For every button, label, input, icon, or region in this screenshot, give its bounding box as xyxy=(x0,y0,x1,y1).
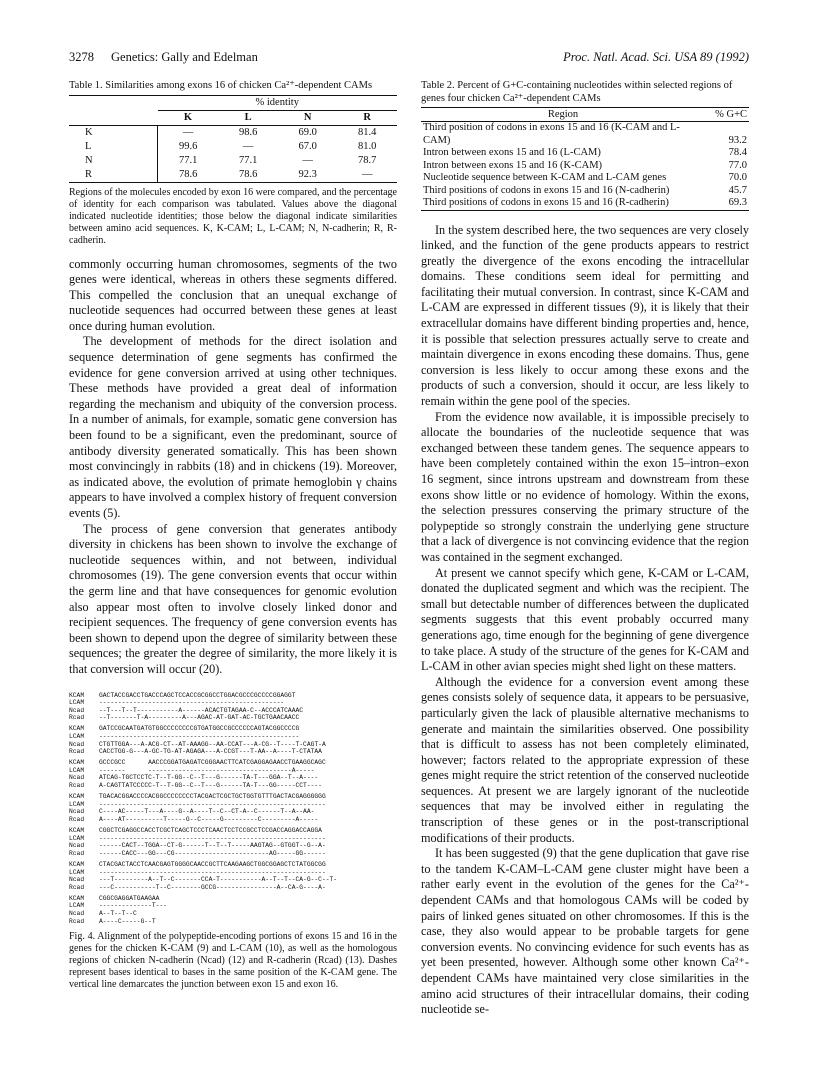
sequence-label: Rcad xyxy=(69,748,85,756)
alignment-row xyxy=(69,835,397,843)
alignment-row xyxy=(69,876,397,884)
paragraph: From the evidence now available, it is impossible precisely to allocate the boundaries of the nucleotide sequence that was exchanged between these tandem genes. The sequence appears to have been completely contained within the exon 15–intron–exon 16 segment, since introns upstream and downstream from these exons show little or no evidence of homology. Within the exons, the selection pressures conserving the primary structure of the polypeptide so strongly constrain the underlying gene structure that a lack of divergence is not convincing evidence that the region was contained in the segment exchanged. xyxy=(421,409,749,564)
alignment-row xyxy=(69,902,397,910)
sequence-text: ------------------------------------------------------------ xyxy=(99,800,326,808)
alignment-row xyxy=(69,741,397,749)
alignment-block xyxy=(69,759,397,789)
table-row: K — 98.6 69.0 81.4 xyxy=(85,127,377,138)
sequence-label: KCAM xyxy=(69,759,85,767)
sequence-label: LCAM xyxy=(69,800,85,808)
running-header xyxy=(69,50,749,66)
table-row: L 99.6 — 67.0 81.0 xyxy=(85,141,377,152)
table-row: Intron between exons 15 and 16 (L-CAM) 78.4 xyxy=(423,147,747,158)
sequence-text: ------------------------------------------------------------ xyxy=(99,834,326,842)
alignment-block xyxy=(69,725,397,755)
sequence-label: Rcad xyxy=(69,782,85,790)
table1-col-header: N xyxy=(303,112,312,123)
right-body-text xyxy=(421,223,749,1018)
table-row: N 77.1 77.1 — 78.7 xyxy=(85,155,377,166)
table1 xyxy=(69,95,397,183)
page-number: 3278 xyxy=(69,50,94,64)
table-row: Nucleotide sequence between K-CAM and L-CAM genes 70.0 xyxy=(423,172,747,183)
paragraph: In the system described here, the two sequences are very closely linked, and the function of the gene products appears to restrict greatly the divergence of the exons encoding the intracellular domains. These conditions seem ideal for permitting and facilitating their mutual conversion. In contrast, since K-CAM and L-CAM are expressed in different tissues (9), it is likely that their extracellular domains have different binding properties and, hence, it is possible that selection pressures actually serve to create and maintain divergence in exons encoding these domains. Thus, gene conversion is less likely to occur among these exons and the products of such a conversion, should it occur, are less likely to remain within the gene pool of the species. xyxy=(421,222,749,409)
alignment-row xyxy=(69,748,397,756)
alignment-row xyxy=(69,699,397,707)
alignment-row xyxy=(69,782,397,790)
table-row: Third positions of codons in exons 15 and 16 (R-cadherin) 69.3 xyxy=(423,197,747,208)
sequence-label: LCAM xyxy=(69,902,85,910)
figure4-caption: Fig. 4. Alignment of the polypeptide-encoding portions of exons 15 and 16 in the genes for the chicken K-CAM (9) and L-CAM (10), as well as the homologous regions of chicken N-cadherin (Ncad) (12) and R-cadherin (Rcad) (13). Dashes represent bases identical to bases in the same position of the K-CAM gene. The vertical line demarcates the junction between exon 15 and exon 16. xyxy=(69,931,397,991)
paragraph: The process of gene conversion that generates antibody diversity in chickens has been shown to involve the exchange of nucleotide sequences within, and not between, individual chromosomes (19). The gene conversion events that occur within the germ line and that have consequences for genomic evolution also appear most often to involve closely linked donor and recipient sequences. The frequency of gene conversion events has been shown to depend upon the degree of similarity between these sequences; the greater the degree of similarity, the more likely it is that conversion will occur (20). xyxy=(69,521,397,676)
sequence-text: ---C-----------T--C--------GCCG----------------A--CA-G----A- xyxy=(99,883,326,891)
alignment-row xyxy=(69,816,397,824)
sequence-text: A-CAGTTATCCCCC-T--T-GG--C--T---G------TA-T---GG-----CCT---- xyxy=(99,782,322,790)
alignment-row xyxy=(69,884,397,892)
alignment-block xyxy=(69,895,397,925)
sequence-label: LCAM xyxy=(69,699,85,707)
running-title: Genetics: Gally and Edelman xyxy=(111,50,258,64)
sequence-text: CGGCTCGAGGCCACCTCGCTCAGCTCCCTCAACTCCTCCGCCTCCGACCAGGACCAGGA xyxy=(99,827,322,835)
alignment-row xyxy=(69,733,397,741)
sequence-label: LCAM xyxy=(69,834,85,842)
sequence-label: Ncad xyxy=(69,740,85,748)
sequence-text: ----------------------------------------------------- xyxy=(99,733,300,740)
sequence-label: KCAM xyxy=(69,894,85,902)
sequence-label: KCAM xyxy=(69,793,85,801)
paragraph: The development of methods for the direct isolation and sequence determination of gene segments has confirmed the evidence for gene conversion arrived at using other techniques. These methods have provided a great deal of information regarding the mechanism and ubiquity of the conversion process. In a number of animals, for example, somatic gene conversion has been found to be a significant, even the predominant, source of antibody diversity generated somatically. This has been shown most convincingly in rabbits (18) and in chickens (19). Moreover, as indicated above, the evolution of primate hemoglobin γ chains appears to have involved a complex history of frequent conversion events (5). xyxy=(69,334,397,520)
sequence-text: GACTACCGACCTGACCCAGCTCCACCGCGGCCTGGACGCCCGCCCCGGAGGT xyxy=(99,691,296,699)
alignment-row xyxy=(69,774,397,782)
table2-col-region: Region xyxy=(547,109,579,120)
sequence-text: ------CACT--TGGA--CT-G------T--T--T-----AAGTAG--GTGGT--G--A- xyxy=(99,842,326,850)
sequence-label: Rcad xyxy=(69,815,85,823)
sequence-text: ------------------------------------------------- xyxy=(99,699,285,707)
table-row: Third position of codons in exons 15 and 16 (K-CAM and L-CAM) 93.2 xyxy=(423,122,747,146)
sequence-label: LCAM xyxy=(69,733,85,740)
right-column xyxy=(421,80,749,1018)
table1-col-header: K xyxy=(183,112,193,123)
sequence-text: ------------------------------------------------------------ xyxy=(99,868,326,876)
sequence-label: Ncad xyxy=(69,774,85,782)
sequence-text: ATCAG-TGCTCCTC-T--T-GG--C--T---G------TA-T---GGA--T--A---- xyxy=(99,774,319,782)
alignment-row xyxy=(69,918,397,926)
sequence-text: A----AT----------T-----G--C-----G---------C---------A----- xyxy=(99,815,319,823)
sequence-text: C----AC-----T---A----G--A----T--C--CT-A--C------T--A--AA- xyxy=(99,808,315,816)
table1-group-header: % identity xyxy=(158,95,398,110)
sequence-text: ---T---------A--T--C-------CCA-T-----------A--T--T--CA-G--C--T- xyxy=(99,876,338,884)
table1-note: Regions of the molecules encoded by exon 16 were compared, and the percentage of identity for each comparison was tabulated. Values above the diagonal indicated nucleotide identities; those below the diagonal indicate similarities between amino acid sequences. K, K-CAM; L, L-CAM; N, N-cadherin; R, R-cadherin. xyxy=(69,186,397,246)
sequence-text: GCCCGCC AACCCGGATGAGATCGGGAACTTCATCGAGGAGAACCTGAAGGCAGC xyxy=(99,759,326,767)
paragraph: commonly occurring human chromosomes, segments of the two genes were identical, whereas in others these segments differed. This compelled the conclusion that an unequal exchange of nucleotide sequences had occurred between these genes at least once during human evolution. xyxy=(69,256,397,333)
table1-caption: Table 1. Similarities among exons 16 of chicken Ca²⁺-dependent CAMs xyxy=(69,80,373,91)
table-row: R 78.6 78.6 92.3 — xyxy=(69,168,397,183)
sequence-text: CTACGACTACCTCAACGAGTGGGGCAACCGCTTCAAGAAGCTGGCGGAGCTCTATGGCGG xyxy=(99,860,326,868)
table2-col-value: % G+C xyxy=(715,109,747,120)
alignment-row xyxy=(69,910,397,918)
sequence-label: Ncad xyxy=(69,808,85,816)
sequence-label: KCAM xyxy=(69,860,85,868)
sequence-text: --------------T--- xyxy=(99,902,168,910)
alignment-row xyxy=(69,714,397,722)
sequence-text: --T-------T-A---------A---AGAC-AT-GAT-AC-TGCTGAACAACC xyxy=(99,714,300,722)
sequence-text: CACCTGG-G---A-GC-TG-AT-AGAGA---A-CCGT---T-AA--A----T-CTATAA xyxy=(99,748,322,756)
left-body-text xyxy=(69,257,397,678)
table2 xyxy=(421,107,749,211)
alignment-row xyxy=(69,767,397,775)
sequence-label: Rcad xyxy=(69,849,85,857)
sequence-label: Ncad xyxy=(69,842,85,850)
sequence-label: KCAM xyxy=(69,725,85,733)
sequence-text: TGACACGGACCCCACGGCCCCCCCCTACGACTCGCTGCTGGTGTTTGACTACGAGGGGGG xyxy=(99,793,326,801)
sequence-text: CGGCGAGGATGAAGAA xyxy=(99,894,160,902)
alignment-row xyxy=(69,725,397,733)
sequence-label: Ncad xyxy=(69,909,85,917)
sequence-label: Ncad xyxy=(69,876,85,884)
sequence-text: ------CACC---GG---CG-------------------------AG-----GG------ xyxy=(99,849,326,857)
table-row: Intron between exons 15 and 16 (K-CAM) 77.0 xyxy=(423,159,747,171)
alignment-block xyxy=(69,861,397,891)
sequence-text: A--T--T--C xyxy=(99,909,137,917)
sequence-text: A----C-----G--T xyxy=(99,917,156,925)
table1-col-header: L xyxy=(244,112,252,123)
alignment-row xyxy=(69,793,397,801)
sequence-label: Rcad xyxy=(69,917,85,925)
sequence-text: GATCCGCAATGATGTGGCCCCCCCCGTGATGGCCGCCCCCCAGTACGGCCCCG xyxy=(99,725,300,733)
sequence-text: ------- --------------------------------------A----- xyxy=(99,766,315,774)
alignment-row xyxy=(69,827,397,835)
alignment-row xyxy=(69,850,397,858)
sequence-label: Rcad xyxy=(69,883,85,891)
alignment-block xyxy=(69,793,397,823)
sequence-text: --T---T--T-----------A------ACACTGTAGAA-C--ACCCATCAAAC xyxy=(99,706,304,714)
alignment-row xyxy=(69,801,397,809)
alignment-block xyxy=(69,692,397,722)
alignment-row xyxy=(69,861,397,869)
alignment-block xyxy=(69,827,397,857)
table1-col-header: R xyxy=(363,112,371,123)
sequence-label: KCAM xyxy=(69,691,85,699)
sequence-label: KCAM xyxy=(69,827,85,835)
alignment-row xyxy=(69,707,397,715)
alignment-row xyxy=(69,869,397,877)
alignment-row xyxy=(69,692,397,700)
table2-caption: Table 2. Percent of G+C-containing nucleotides within selected regions of genes four chicken Ca²⁺-dependent CAMs xyxy=(421,80,733,104)
paragraph: At present we cannot specify which gene, K-CAM or L-CAM, donated the duplicated segment and which was the recipient. The small but detectable number of differences between the duplicated segments suggests that this event probably occurred many generations ago, time enough for the beginning of gene divergence to take place. A study of the structure of the genes for K-CAM and L-CAM in other avian species might shed light on these matters. xyxy=(421,565,749,674)
sequence-label: LCAM xyxy=(69,766,85,774)
journal-citation: Proc. Natl. Acad. Sci. USA 89 (1992) xyxy=(563,50,749,64)
sequence-alignment xyxy=(69,692,397,926)
left-column xyxy=(69,80,397,991)
sequence-text: CTGTTGGA---A-ACG-CT--AT-AAAGG--AA-CCAT---A-CG--T----T-CAGT-A xyxy=(99,740,326,748)
sequence-label: Rcad xyxy=(69,714,85,722)
alignment-row xyxy=(69,895,397,903)
sequence-label: Ncad xyxy=(69,706,85,714)
sequence-label: LCAM xyxy=(69,868,85,876)
alignment-row xyxy=(69,808,397,816)
alignment-row xyxy=(69,759,397,767)
table-row: Third positions of codons in exons 15 and 16 (N-cadherin) 45.7 xyxy=(423,184,747,196)
alignment-row xyxy=(69,842,397,850)
paragraph: It has been suggested (9) that the gene duplication that gave rise to the tandem K-CAM–L-CAM gene cluster might have been a rather early event in the evolution of the genes for the Ca²⁺-dependent CAMs and that homologous CAMs will be coded by pairs of linked genes situated on other chromosomes. If this is the case, they also would appear to be probable targets for gene conversion events. No convincing evidence for such events has as yet been presented, however. Although some other known Ca²⁺-dependent CAMs have maintained very close similarities in the amino acid structures of their intracellular domains, their coding nucleotide se- xyxy=(421,846,749,1017)
paragraph: Although the evidence for a conversion event among these genes consists solely of sequence data, it appears to be persuasive, particularly given the lack of plausible alternative mechanisms to generate and maintain the similarities observed. One possibility that is difficult to assess has not been completely eliminated, however; factors related to the appropriate expression of these genes might require the strict retention of the conserved nucleotide sequences. At present we are largely ignorant of the nucleotide sequences that may be involved either in regulating the transcription of these genes or in the post-transcriptional modifications of their products. xyxy=(421,674,749,845)
